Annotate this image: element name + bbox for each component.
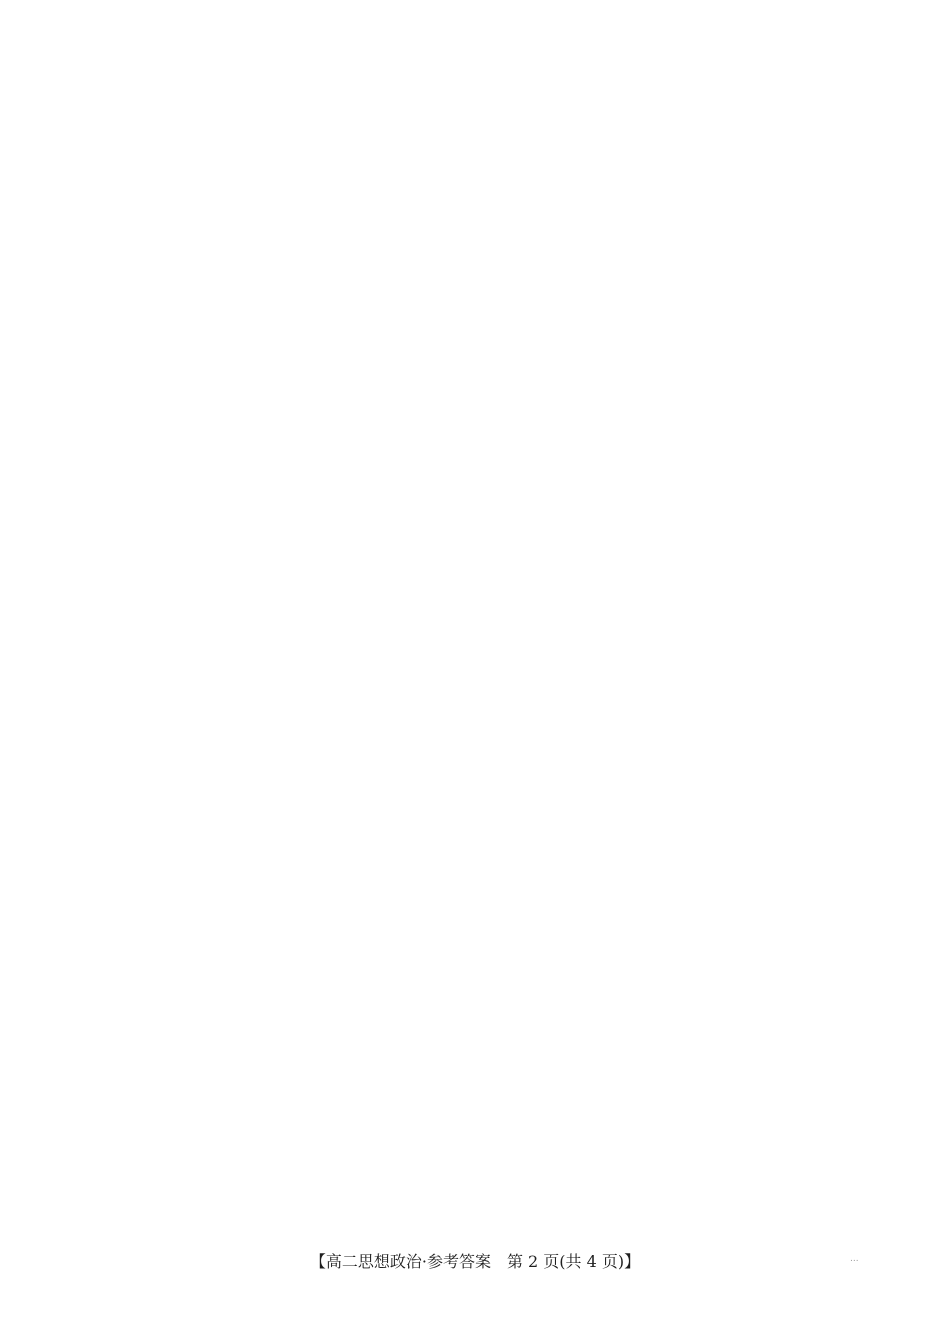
page-footer: 【高二思想政治·参考答案 第 2 页(共 4 页)】 xyxy=(309,1252,641,1271)
corner-mark: ... xyxy=(850,1254,859,1264)
